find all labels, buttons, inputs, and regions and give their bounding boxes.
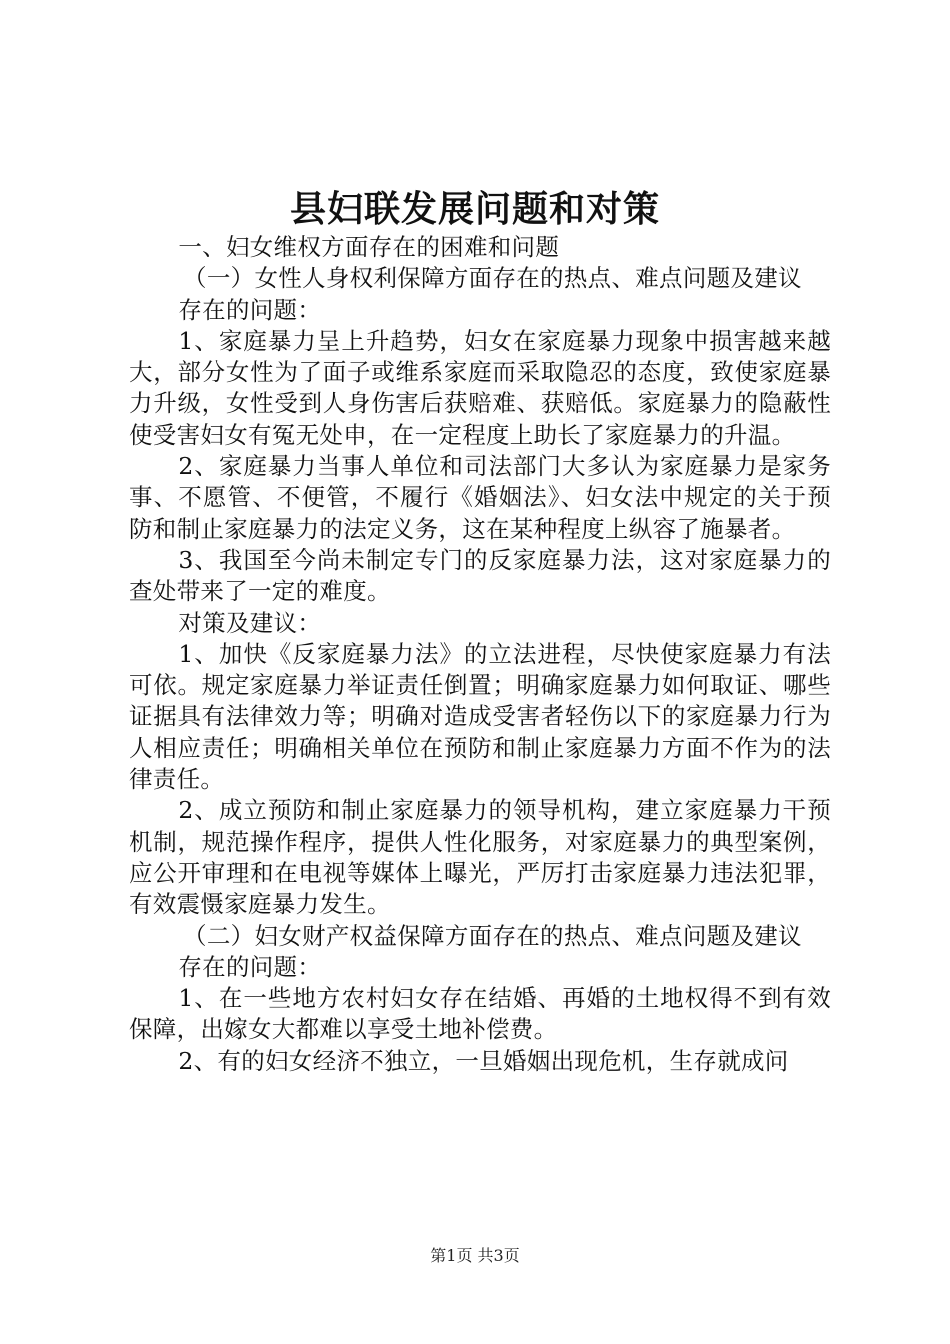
- problem-paragraph: 3、我国至今尚未制定专门的反家庭暴力法，这对家庭暴力的查处带来了一定的难度。: [129, 545, 831, 606]
- suggestion-paragraph: 2、成立预防和制止家庭暴力的领导机构，建立家庭暴力干预机制，规范操作程序，提供人性化服务，对家庭暴力的典型案例，应公开审理和在电视等媒体上曝光，严厉打击家庭暴力违法犯罪，有效震慑家庭暴力发生。: [129, 796, 831, 919]
- section-heading-1: 一、妇女维权方面存在的困难和问题: [178, 233, 560, 261]
- suggestions-heading: 对策及建议：: [178, 608, 322, 637]
- page-footer: 第1页 共3页: [430, 1246, 520, 1265]
- subsection-heading-1: （一）女性人身权利保障方面存在的热点、难点问题及建议: [183, 264, 802, 293]
- document-title: 县妇联发展问题和对策: [289, 188, 660, 230]
- document-body: [129, 232, 831, 1077]
- problem-paragraph: 1、在一些地方农村妇女存在结婚、再婚的土地权得不到有效保障，出嫁女大都难以享受土地补偿费。: [129, 984, 831, 1044]
- problem-paragraph: 1、家庭暴力呈上升趋势，妇女在家庭暴力现象中损害越来越大，部分女性为了面子或维系家庭而采取隐忍的态度，致使家庭暴力升级，女性受到人身伤害后获赔难、获赔低。家庭暴力的隐蔽性使受害妇女有冤无处申，在一定程度上助长了家庭暴力的升温。: [129, 326, 831, 449]
- problem-paragraph: 2、有的妇女经济不独立，一旦婚姻出现危机，生存就成问: [178, 1046, 789, 1075]
- problem-paragraph: 2、家庭暴力当事人单位和司法部门大多认为家庭暴力是家务事、不愿管、不便管，不履行《婚姻法》、妇女法中规定的关于预防和制止家庭暴力的法定义务，这在某种程度上纵容了施暴者。: [129, 452, 831, 543]
- suggestion-paragraph: 1、加快《反家庭暴力法》的立法进程，尽快使家庭暴力有法可依。规定家庭暴力举证责任倒置；明确家庭暴力如何取证、哪些证据具有法律效力等；明确对造成受害者轻伤以下的家庭暴力行为人相应责任；明确相关单位在预防和制止家庭暴力方面不作为的法律责任。: [129, 639, 831, 794]
- subsection-heading-2: （二）妇女财产权益保障方面存在的热点、难点问题及建议: [183, 921, 802, 950]
- problems-heading: 存在的问题：: [178, 295, 322, 324]
- problems-heading: 存在的问题：: [178, 952, 322, 981]
